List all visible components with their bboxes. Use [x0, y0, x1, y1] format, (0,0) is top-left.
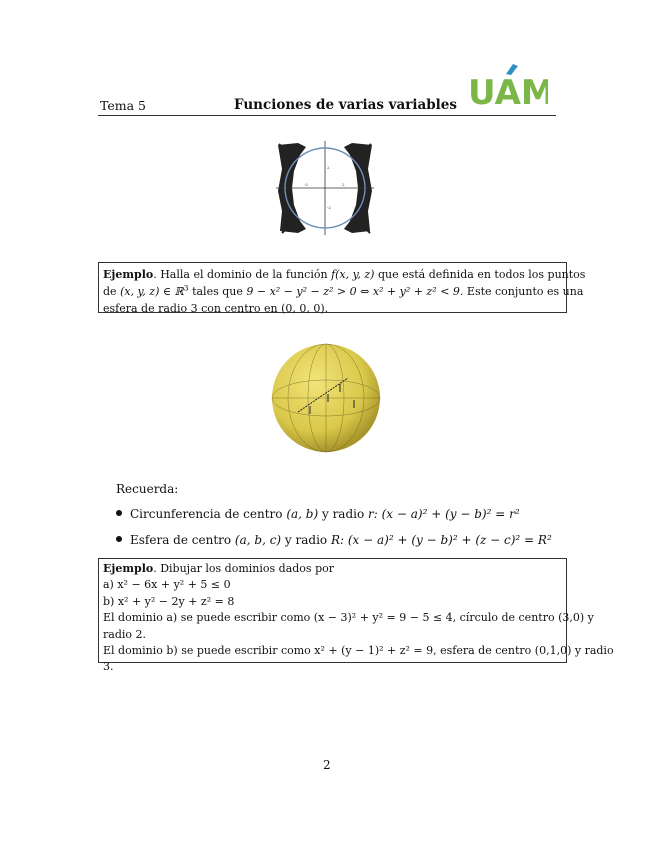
- reminder-text: y radio: [318, 507, 369, 521]
- example1-function: f(x, y, z): [331, 268, 375, 281]
- header-topic: Tema 5: [100, 98, 146, 113]
- svg-text:-2: -2: [327, 205, 331, 210]
- example1-text: que está definida en todos los puntos: [374, 268, 586, 281]
- reminder-radius: R: [330, 533, 341, 547]
- reminder-item-circle: [116, 507, 520, 521]
- svg-text:UAM: UAM: [468, 73, 548, 108]
- example-box-1: [98, 262, 586, 315]
- circle-domain-figure: [276, 141, 374, 235]
- example1-line3: esfera de radio 3 con centro en (0, 0, 0).: [103, 302, 329, 315]
- example2-line5: radio 2.: [103, 627, 146, 641]
- bullet-icon: [116, 510, 122, 516]
- svg-text:2: 2: [342, 182, 345, 187]
- reminder-radius: r: [368, 507, 374, 521]
- example1-text: . Halla el dominio de la función: [153, 268, 332, 281]
- example2-line4: El dominio a) se puede escribir como (x − 3)² + y² = 9 − 5 ≤ 4, círculo de centro (3,0) y: [103, 611, 594, 625]
- reminder-text: y radio: [281, 533, 331, 547]
- uam-logo: [466, 60, 548, 108]
- example-box-2: [98, 558, 614, 674]
- header-rule: [98, 115, 556, 116]
- page-title: Funciones de varias variables: [234, 97, 457, 113]
- reminder-heading: Recuerda:: [116, 482, 179, 496]
- example1-line1: [103, 266, 586, 283]
- reminder-equation: : (x − a)² + (y − b)² + (z − c)² = R²: [340, 533, 552, 547]
- svg-text:2: 2: [327, 165, 330, 170]
- example2-line6: El dominio b) se puede escribir como x² + (y − 1)² + z² = 9, esfera de centro (0,1,0) y radio: [103, 644, 614, 658]
- example2-label: Ejemplo: [103, 562, 154, 575]
- example2-line3: b) x² + y² − 2y + z² = 8: [103, 594, 235, 608]
- example2-line1: [103, 561, 562, 577]
- example1-text: de: [103, 285, 121, 298]
- example1-text: tales que: [188, 285, 247, 298]
- page-number: 2: [323, 758, 331, 772]
- example2-line7: 3.: [103, 660, 114, 674]
- example1-line2: de (x, y, z) ∈ ℝ$^3$ tales que 9 − x² − y² − z² > 0 ⇔ x² + y² + z² < 9. Este conjunto es una: [103, 283, 584, 298]
- reminder-center: (a, b, c): [234, 533, 282, 547]
- example1-inequality: 9 − x² − y² − z² > 0 ⇔ x² + y² + z² < 9: [246, 285, 460, 298]
- reminder-text: Circunferencia de centro: [130, 507, 287, 521]
- example2-line2: a) x² − 6x + y² + 5 ≤ 0: [103, 578, 231, 592]
- example1-text: . Este conjunto es una: [459, 285, 584, 298]
- example2-text: . Dibujar los dominios dados por: [153, 562, 334, 575]
- reminder-equation: : (x − a)² + (y − b)² = r²: [373, 507, 520, 521]
- reminder-center: (a, b): [286, 507, 319, 521]
- reminder-text: Esfera de centro: [130, 533, 235, 547]
- sphere-figure: [270, 342, 382, 454]
- reminder-item-sphere: [116, 533, 552, 547]
- example1-label: Ejemplo: [103, 268, 154, 281]
- svg-text:-2: -2: [304, 182, 308, 187]
- example1-set: (x, y, z) ∈ ℝ: [120, 285, 184, 298]
- bullet-icon: [116, 536, 122, 542]
